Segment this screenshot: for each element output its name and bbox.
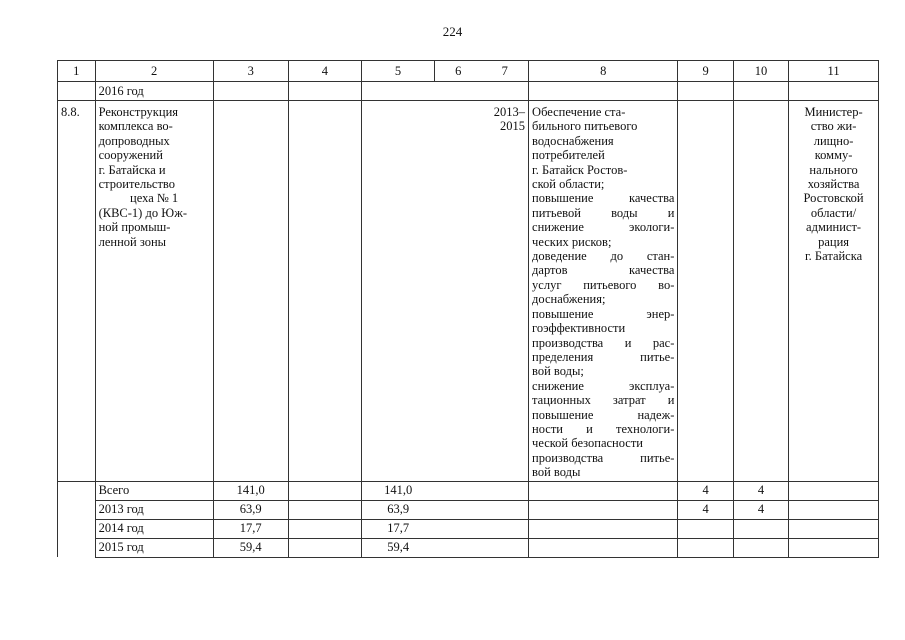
header-col-6: 6 — [435, 61, 482, 82]
item-name-line: строительство — [98, 177, 175, 192]
result-line: повышение надеж- — [532, 407, 675, 422]
header-col-8: 8 — [529, 61, 678, 82]
cell-col5: 59,4 — [361, 538, 434, 557]
result-line: повышение энер- — [532, 306, 675, 321]
executor-line: хозяйства — [807, 177, 860, 192]
result-line: пределения питье- — [532, 349, 675, 364]
table-row-2015 — [58, 538, 879, 557]
result-line: ческих рисков; — [532, 234, 612, 249]
cell-col3: 59,4 — [213, 538, 288, 557]
result-line: водоснабжения — [532, 133, 614, 148]
result-line: снижение эксплуа- — [532, 378, 675, 393]
cell-col5: 63,9 — [361, 500, 434, 519]
program-table — [57, 60, 879, 558]
cell-col3: 17,7 — [213, 519, 288, 538]
cell-col10 — [733, 538, 788, 557]
item-name-line: (КВС-1) до Юж- — [98, 205, 188, 220]
table-row-2013 — [58, 500, 879, 519]
result-line: дартов качества — [532, 263, 675, 278]
result-line: доснабжения; — [532, 292, 606, 307]
cell-col9 — [678, 519, 733, 538]
cell-col10: 4 — [733, 481, 788, 500]
result-line: ской области; — [532, 177, 605, 192]
executor-line: админист- — [806, 220, 862, 235]
result-line: вой воды — [532, 465, 581, 480]
item-name-line: сооружений — [98, 148, 163, 163]
table-row-2016 — [58, 82, 879, 101]
result-line: ности и технологи- — [532, 421, 675, 436]
result-line: производства питье- — [532, 450, 675, 465]
header-col-5: 5 — [361, 61, 434, 82]
row-label: 2015 год — [95, 538, 213, 557]
executor-line: г. Батайска — [804, 249, 863, 264]
result-line: повышение качества — [532, 191, 675, 206]
cell-col3: 63,9 — [213, 500, 288, 519]
table-row-item-8-8 — [58, 101, 879, 482]
item-name-line: г. Батайска и — [98, 162, 166, 177]
item-name-line: Реконструкция — [98, 105, 179, 119]
result-line: Обеспечение ста- — [532, 105, 626, 119]
executor-line: лищно- — [813, 133, 854, 148]
result-line: питьевой воды и — [532, 205, 675, 220]
cell-col9: 4 — [678, 500, 733, 519]
executor-line: ство жи- — [810, 119, 857, 134]
result-line: ческой безопасности — [532, 436, 643, 451]
cell-col9: 4 — [678, 481, 733, 500]
header-col-11: 11 — [789, 61, 879, 82]
header-row — [58, 61, 879, 82]
table-row-total — [58, 481, 879, 500]
item-executor — [789, 101, 879, 482]
item-name-line: ленной зоны — [98, 234, 167, 249]
header-col-3: 3 — [213, 61, 288, 82]
item-name-line: допроводных — [98, 133, 170, 148]
result-line: доведение до стан- — [532, 249, 675, 264]
result-line: услуг питьевого во- — [532, 277, 675, 292]
item-name-line: цеха № 1 — [130, 191, 179, 206]
header-col-2: 2 — [95, 61, 213, 82]
header-col-10: 10 — [733, 61, 788, 82]
cell-col10: 4 — [733, 500, 788, 519]
executor-line: Министер- — [804, 105, 863, 119]
executor-line: комму- — [814, 148, 853, 163]
row-label-2016: 2016 год — [95, 82, 213, 101]
row-label: Всего — [95, 481, 213, 500]
cell-col5: 141,0 — [361, 481, 434, 500]
header-col-4: 4 — [288, 61, 361, 82]
cell-col3: 141,0 — [213, 481, 288, 500]
result-line: гоэффективности — [532, 321, 626, 336]
row-label: 2014 год — [95, 519, 213, 538]
item-period-line: 2013– — [493, 105, 526, 119]
cell-col10 — [733, 519, 788, 538]
cell-empty — [58, 82, 96, 101]
executor-line: области/ — [810, 205, 857, 220]
executor-line: рация — [818, 234, 850, 249]
result-line: тационных затрат и — [532, 393, 675, 408]
result-line: снижение экологи- — [532, 220, 675, 235]
header-col-1: 1 — [58, 61, 96, 82]
item-name-line: ной промыш- — [98, 220, 171, 235]
result-line: вой воды; — [532, 364, 584, 379]
result-line: г. Батайск Ростов- — [532, 162, 628, 177]
item-period-line: 2015 — [500, 119, 526, 134]
row-label: 2013 год — [95, 500, 213, 519]
executor-line: Ростовской — [803, 191, 864, 206]
table-row-2014 — [58, 519, 879, 538]
item-result — [529, 101, 678, 482]
item-name-line: комплекса во- — [98, 119, 173, 134]
header-col-7: 7 — [482, 61, 529, 82]
page-number: 224 — [442, 24, 463, 39]
result-line: потребителей — [532, 148, 605, 163]
item-period — [482, 101, 529, 482]
header-col-9: 9 — [678, 61, 733, 82]
executor-line: нального — [809, 162, 858, 177]
result-line: производства и рас- — [532, 335, 675, 350]
result-line: бильного питьевого — [532, 119, 638, 134]
item-number: 8.8. — [58, 101, 96, 482]
item-name — [95, 101, 213, 482]
cell-col5: 17,7 — [361, 519, 434, 538]
cell-col9 — [678, 538, 733, 557]
